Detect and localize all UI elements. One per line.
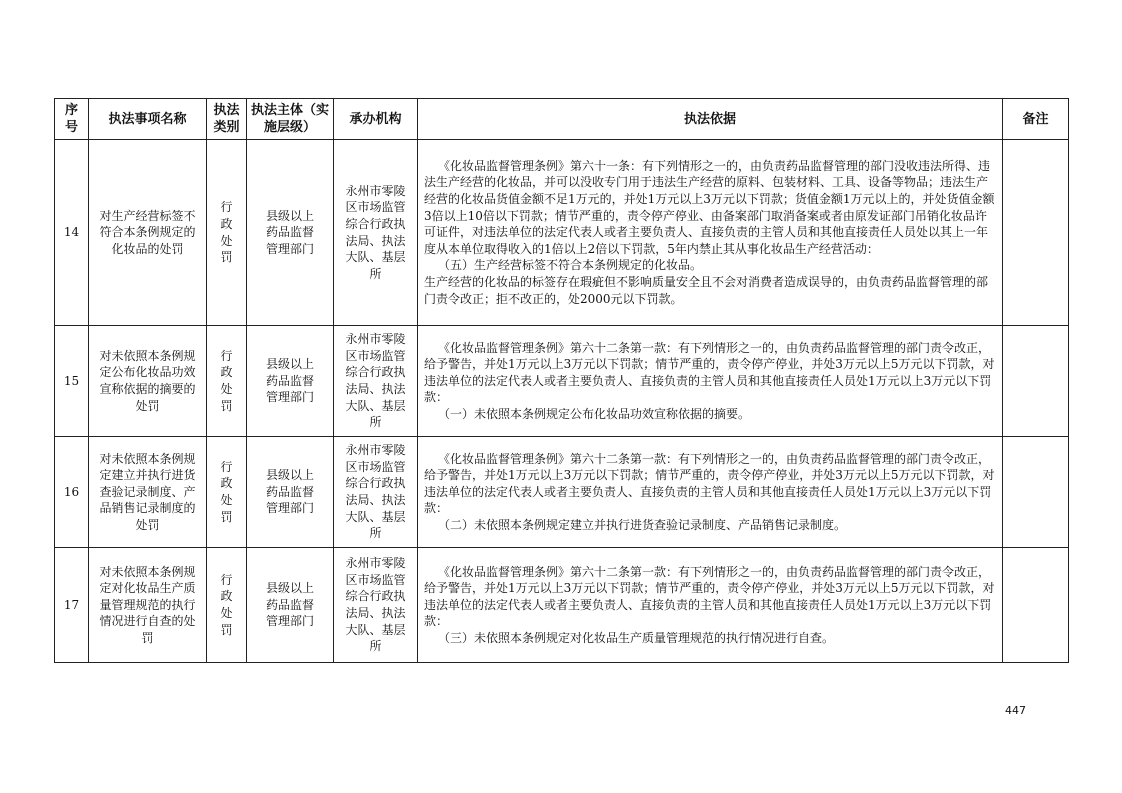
row-basis: [418, 140, 1003, 326]
row-agency: 永州市零陵区市场监管综合行政执法局、执法大队、基层所: [334, 326, 418, 437]
row-category: 行政处罚: [207, 326, 247, 437]
row-subject: 县级以上药品监督管理部门: [247, 326, 334, 437]
row-agency: 永州市零陵区市场监管综合行政执法局、执法大队、基层所: [334, 140, 418, 326]
basis-paragraph: （五）生产经营标签不符合本条例规定的化妆品。: [438, 258, 703, 273]
row-remarks: [1003, 548, 1069, 663]
row-seq: 16: [55, 437, 89, 548]
row-seq: 17: [55, 548, 89, 663]
row-basis: [418, 326, 1003, 437]
table-row: [55, 326, 1069, 437]
row-name: 对未依照本条例规定对化妆品生产质量管理规范的执行情况进行自查的处罚: [89, 548, 207, 663]
row-name: 对未依照本条例规定建立并执行进货查验记录制度、产品销售记录制度的处罚: [89, 437, 207, 548]
basis-paragraph: 《化妆品监督管理条例》第六十一条：有下列情形之一的，由负责药品监督管理的部门没收违法所得、违法生产经营的化妆品，并可以没收专门用于违法生产经营的原料、包装材料、工具、设备等物品；违法生产经营的化妆品货值金额不足1万元的，并处1万元以上3万元以下罚款；货值金额1万元以上的，并处货值金额3倍以上10倍以下罚款；情节严重的，责令停产停业、由备案部门取消备案或者由原发证部门吊销化妆品许可证件，对违法单位的法定代表人或者主要负责人、直接负责的主管人员和其他直接责任人员处以其上一年度从本单位取得收入的1倍以上2倍以下罚款，5年内禁止其从事化妆品生产经营活动：: [424, 158, 995, 256]
basis-paragraph: 《化妆品监督管理条例》第六十二条第一款：有下列情形之一的，由负责药品监督管理的部门责令改正，给予警告，并处1万元以上3万元以下罚款；情节严重的，责令停产停业，并处3万元以上5万元以下罚款，对违法单位的法定代表人或者主要负责人、直接负责的主管人员和其他直接责任人员处1万元以上3万元以下罚款：: [424, 564, 995, 629]
row-category: 行政处罚: [207, 437, 247, 548]
row-name: 对生产经营标签不符合本条例规定的化妆品的处罚: [89, 140, 207, 326]
basis-paragraph: （一）未依照本条例规定公布化妆品功效宣称依据的摘要。: [438, 406, 751, 421]
basis-paragraph: （三）未依照本条例规定对化妆品生产质量管理规范的执行情况进行自查。: [438, 630, 835, 645]
page-number: 447: [1005, 704, 1026, 717]
row-seq: 15: [55, 326, 89, 437]
row-subject: 县级以上药品监督管理部门: [247, 140, 334, 326]
row-agency: 永州市零陵区市场监管综合行政执法局、执法大队、基层所: [334, 548, 418, 663]
row-basis: [418, 548, 1003, 663]
header-category: 执法类别: [207, 99, 247, 140]
row-agency: 永州市零陵区市场监管综合行政执法局、执法大队、基层所: [334, 437, 418, 548]
header-basis: 执法依据: [418, 99, 1003, 140]
row-remarks: [1003, 326, 1069, 437]
row-basis: [418, 437, 1003, 548]
basis-paragraph: 生产经营的化妆品的标签存在瑕疵但不影响质量安全且不会对消费者造成误导的，由负责药品监督管理的部门责令改正；拒不改正的，处2000元以下罚款。: [424, 274, 989, 306]
row-subject: 县级以上药品监督管理部门: [247, 437, 334, 548]
row-category: 行政处罚: [207, 140, 247, 326]
table-row: [55, 140, 1069, 326]
row-remarks: [1003, 140, 1069, 326]
basis-paragraph: 《化妆品监督管理条例》第六十二条第一款：有下列情形之一的，由负责药品监督管理的部门责令改正，给予警告，并处1万元以上3万元以下罚款；情节严重的，责令停产停业，并处3万元以上5万元以下罚款，对违法单位的法定代表人或者主要负责人、直接负责的主管人员和其他直接责任人员处1万元以上3万元以下罚款：: [424, 451, 995, 516]
row-category: 行政处罚: [207, 548, 247, 663]
header-seq: 序号: [55, 99, 89, 140]
header-subject: 执法主体（实施层级）: [247, 99, 334, 140]
table-row: [55, 437, 1069, 548]
basis-paragraph: 《化妆品监督管理条例》第六十二条第一款：有下列情形之一的，由负责药品监督管理的部门责令改正，给予警告，并处1万元以上3万元以下罚款；情节严重的，责令停产停业，并处3万元以上5万元以下罚款，对违法单位的法定代表人或者主要负责人、直接负责的主管人员和其他直接责任人员处1万元以上3万元以下罚款：: [424, 340, 995, 405]
row-subject: 县级以上药品监督管理部门: [247, 548, 334, 663]
row-name: 对未依照本条例规定公布化妆品功效宣称依据的摘要的处罚: [89, 326, 207, 437]
table-row: [55, 548, 1069, 663]
row-seq: 14: [55, 140, 89, 326]
header-agency: 承办机构: [334, 99, 418, 140]
table-header-row: [55, 99, 1069, 140]
row-remarks: [1003, 437, 1069, 548]
basis-paragraph: （二）未依照本条例规定建立并执行进货查验记录制度、产品销售记录制度。: [438, 517, 847, 532]
header-remarks: 备注: [1003, 99, 1069, 140]
header-name: 执法事项名称: [89, 99, 207, 140]
enforcement-table: [54, 98, 1069, 663]
